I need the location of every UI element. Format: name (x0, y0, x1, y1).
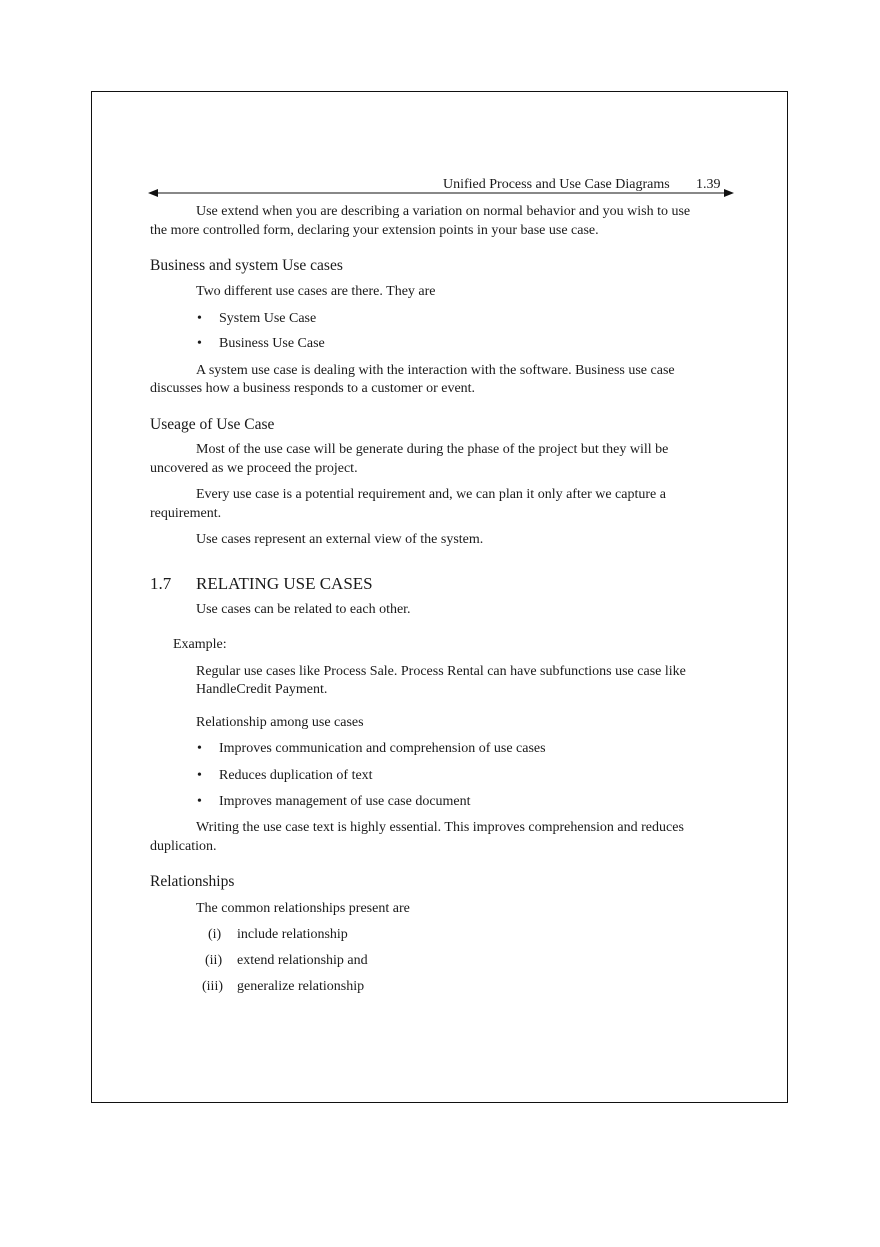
intro-line-1: Use extend when you are describing a variation on normal behavior and you wish to use (196, 204, 691, 219)
relationships-heading: Relationships (150, 873, 235, 890)
list-item: generalize relationship (237, 979, 365, 994)
example-line-2: HandleCredit Payment. (196, 682, 328, 697)
example-label: Example: (173, 637, 227, 652)
section-number: 1.7 (150, 574, 172, 593)
useage-p1-line-1: Most of the use case will be generate during the phase of the project but they will be (196, 442, 669, 457)
section-title: RELATING USE CASES (196, 574, 373, 593)
relationships-lead: The common relationships present are (196, 901, 410, 916)
useage-p1-line-2: uncovered as we proceed the project. (150, 461, 358, 476)
list-marker: (iii) (202, 979, 223, 994)
useage-p3: Use cases represent an external view of the system. (196, 532, 484, 547)
business-system-lead: Two different use cases are there. They are (196, 284, 436, 299)
list-item: Business Use Case (219, 336, 325, 351)
bullet-marker: • (197, 311, 202, 326)
bullet-marker: • (197, 336, 202, 351)
list-item: Reduces duplication of text (219, 768, 373, 783)
business-system-heading: Business and system Use cases (150, 257, 343, 274)
intro-line-2: the more controlled form, declaring your extension points in your base use case. (150, 223, 599, 238)
running-title: Unified Process and Use Case Diagrams (443, 177, 670, 192)
bullet-marker: • (197, 794, 202, 809)
relationship-lead: Relationship among use cases (196, 715, 364, 730)
business-system-para-line-2: discusses how a business responds to a customer or event. (150, 381, 476, 396)
section-lead: Use cases can be related to each other. (196, 602, 411, 617)
list-item: include relationship (237, 927, 348, 942)
list-marker: (ii) (205, 953, 223, 968)
page-frame (91, 91, 788, 1103)
page-number: 1.39 (696, 177, 721, 192)
list-item: Improves management of use case document (219, 794, 471, 809)
useage-p2-line-1: Every use case is a potential requirement and, we can plan it only after we capture a (196, 487, 666, 502)
useage-heading: Useage of Use Case (150, 416, 275, 433)
example-line-1: Regular use cases like Process Sale. Process Rental can have subfunctions use case like (196, 664, 686, 679)
list-item: extend relationship and (237, 953, 368, 968)
bullet-marker: • (197, 768, 202, 783)
useage-p2-line-2: requirement. (150, 506, 222, 521)
list-marker: (i) (208, 927, 222, 942)
business-system-para-line-1: A system use case is dealing with the interaction with the software. Business use case (196, 363, 675, 378)
bullet-marker: • (197, 741, 202, 756)
section-para-line-1: Writing the use case text is highly essential. This improves comprehension and reduces (196, 820, 684, 835)
list-item: Improves communication and comprehension of use cases (219, 741, 546, 756)
list-item: System Use Case (219, 311, 317, 326)
section-para-line-2: duplication. (150, 839, 217, 854)
